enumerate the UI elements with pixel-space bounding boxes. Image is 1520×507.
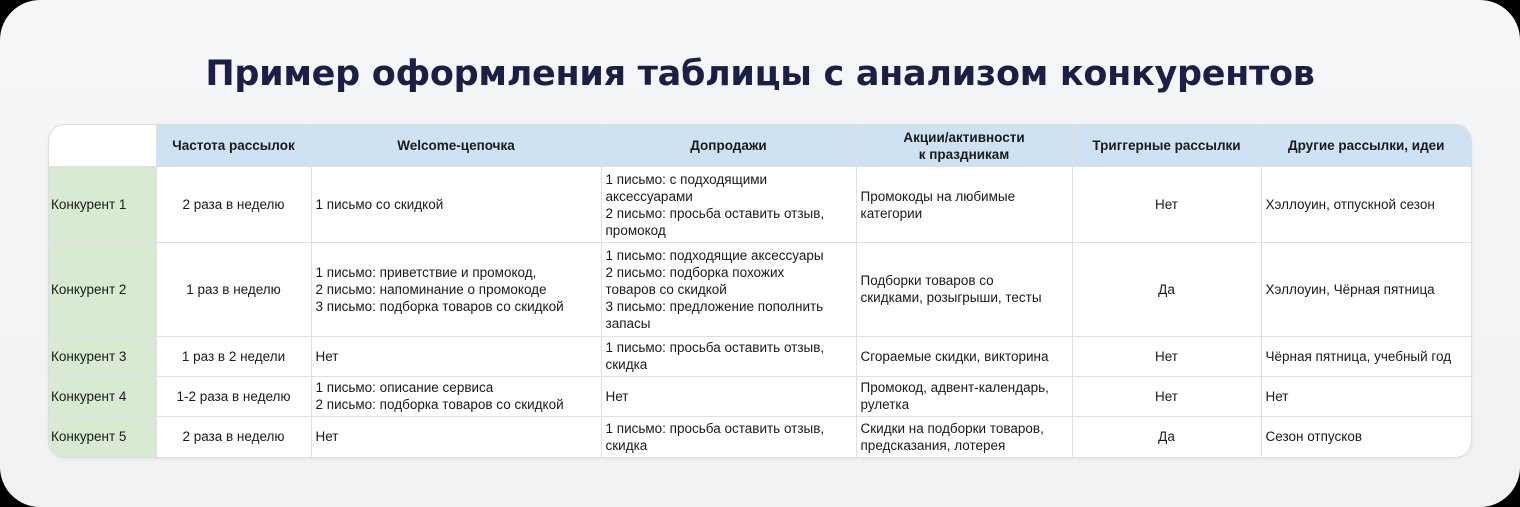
- header-trigger: Триггерные рассылки: [1072, 125, 1261, 167]
- upsell-cell: [601, 167, 856, 243]
- cell-line: 3 письмо: предложение пополнить: [605, 298, 824, 314]
- cell-line: скидками, розыгрыши, тесты: [860, 290, 1042, 306]
- cell-line: 1 письмо со скидкой: [315, 197, 444, 213]
- cell-line: 1 письмо: приветствие и промокод,: [315, 264, 537, 280]
- competitor-analysis-table: [49, 125, 1471, 457]
- cell-line: промокод: [605, 222, 666, 238]
- welcome-cell: [311, 336, 601, 376]
- cell-line: 3 письмо: подборка товаров со скидкой: [315, 298, 564, 314]
- trigger-cell: Да: [1072, 416, 1261, 457]
- page-title: Пример оформления таблицы с анализом конкурентов: [205, 54, 1315, 94]
- cell-line: Скидки на подборки товаров,: [860, 420, 1044, 436]
- cell-line: скидка: [605, 437, 648, 453]
- table-row: [49, 243, 1471, 336]
- cell-line: категории: [860, 205, 923, 221]
- competitor-table-container: [49, 125, 1471, 457]
- competitor-name: Конкурент 2: [49, 243, 156, 336]
- other-cell: Нет: [1261, 376, 1471, 416]
- promo-cell: [856, 167, 1072, 243]
- cell-line: запасы: [605, 315, 651, 331]
- promo-cell: [856, 376, 1072, 416]
- cell-line: Промокод, адвент-календарь,: [860, 380, 1049, 396]
- cell-line: Нет: [605, 388, 629, 404]
- frequency-cell: 2 раза в неделю: [156, 416, 311, 457]
- frequency-cell: 1 раз в 2 недели: [156, 336, 311, 376]
- competitor-name: Конкурент 4: [49, 376, 156, 416]
- header-corner-cell: [49, 125, 156, 167]
- cell-line: 1 письмо: просьба оставить отзыв,: [605, 420, 825, 436]
- competitor-name: Конкурент 3: [49, 336, 156, 376]
- cell-line: аксессуарами: [605, 188, 693, 204]
- other-cell: Хэллоуин, отпускной сезон: [1261, 167, 1471, 243]
- promo-cell: [856, 243, 1072, 336]
- cell-line: рулетка: [860, 397, 910, 413]
- trigger-cell: Нет: [1072, 336, 1261, 376]
- header-other: Другие рассылки, идеи: [1261, 125, 1471, 167]
- header-welcome: Welcome-цепочка: [311, 125, 601, 167]
- cell-line: 1 письмо: описание сервиса: [315, 380, 494, 396]
- cell-line: 1 письмо: просьба оставить отзыв,: [605, 340, 825, 356]
- header-upsell: Допродажи: [601, 125, 856, 167]
- upsell-cell: [601, 376, 856, 416]
- header-frequency: Частота рассылок: [156, 125, 311, 167]
- cell-line: Промокоды на любимые: [860, 188, 1016, 204]
- promo-cell: [856, 336, 1072, 376]
- table-row: [49, 167, 1471, 243]
- cell-line: товаров со скидкой: [605, 281, 727, 297]
- header-promo: [856, 125, 1072, 167]
- upsell-cell: [601, 243, 856, 336]
- frequency-cell: 1-2 раза в неделю: [156, 376, 311, 416]
- competitor-name: Конкурент 5: [49, 416, 156, 457]
- frequency-cell: 2 раза в неделю: [156, 167, 311, 243]
- table-row: [49, 416, 1471, 457]
- table-row: [49, 336, 1471, 376]
- cell-line: Подборки товаров со: [860, 273, 994, 289]
- upsell-cell: [601, 416, 856, 457]
- cell-line: 2 письмо: напоминание о промокоде: [315, 281, 547, 297]
- cell-line: Нет: [315, 429, 339, 445]
- cell-line: 1 письмо: с подходящими: [605, 171, 768, 187]
- trigger-cell: Да: [1072, 243, 1261, 336]
- welcome-cell: [311, 167, 601, 243]
- table-header-row: [49, 125, 1471, 167]
- cell-line: 2 письмо: подборка похожих: [605, 264, 785, 280]
- trigger-cell: Нет: [1072, 376, 1261, 416]
- cell-line: 2 письмо: подборка товаров со скидкой: [315, 397, 564, 413]
- upsell-cell: [601, 336, 856, 376]
- cell-line: Нет: [315, 348, 339, 364]
- welcome-cell: [311, 416, 601, 457]
- header-promo-line: Акции/активности: [903, 129, 1025, 145]
- cell-line: 1 письмо: подходящие аксессуары: [605, 247, 824, 263]
- cell-line: скидка: [605, 357, 648, 373]
- table-row: [49, 376, 1471, 416]
- other-cell: Чёрная пятница, учебный год: [1261, 336, 1471, 376]
- promo-cell: [856, 416, 1072, 457]
- frequency-cell: 1 раз в неделю: [156, 243, 311, 336]
- other-cell: Сезон отпусков: [1261, 416, 1471, 457]
- cell-line: 2 письмо: просьба оставить отзыв,: [605, 205, 825, 221]
- header-promo-line: к праздникам: [918, 146, 1010, 162]
- cell-line: Сгораемые скидки, викторина: [860, 348, 1049, 364]
- trigger-cell: Нет: [1072, 167, 1261, 243]
- welcome-cell: [311, 243, 601, 336]
- other-cell: Хэллоуин, Чёрная пятница: [1261, 243, 1471, 336]
- cell-line: предсказания, лотерея: [860, 437, 1006, 453]
- competitor-name: Конкурент 1: [49, 167, 156, 243]
- welcome-cell: [311, 376, 601, 416]
